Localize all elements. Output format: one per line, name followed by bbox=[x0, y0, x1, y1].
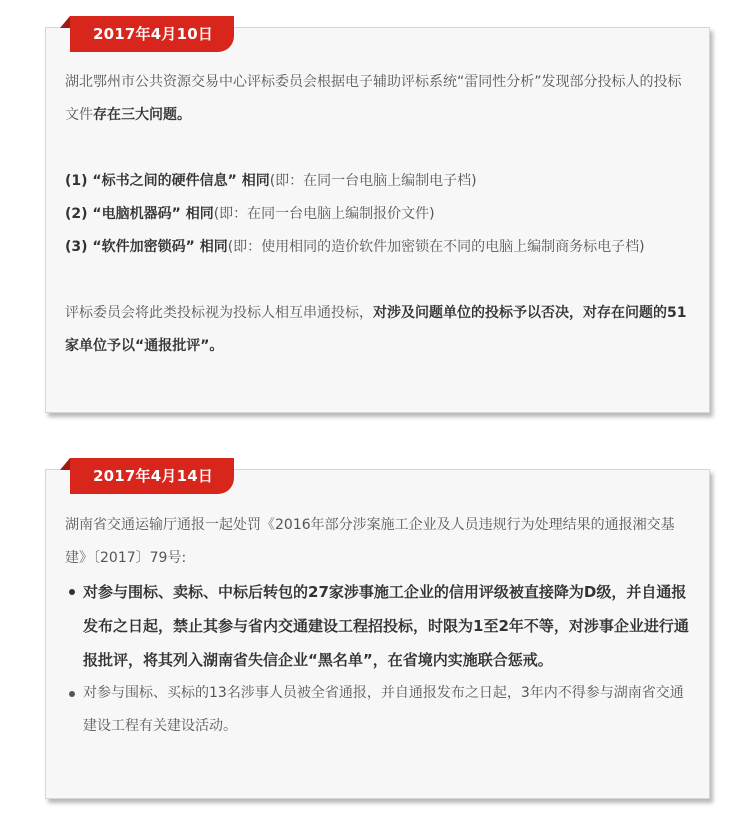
card-body bbox=[65, 66, 691, 363]
intro-bold-text: 存在三大问题。 bbox=[93, 107, 191, 123]
problem-item bbox=[65, 165, 691, 198]
bullet-icon bbox=[69, 589, 75, 595]
news-card-2 bbox=[45, 469, 710, 799]
problem-label: (3) “软件加密锁码” 相同 bbox=[65, 239, 228, 255]
problem-item bbox=[65, 198, 691, 231]
problem-label: (1) “标书之间的硬件信息” 相同 bbox=[65, 173, 270, 189]
problem-note: (即：在同一台电脑上编制电子档) bbox=[269, 173, 477, 189]
bullet-icon bbox=[69, 691, 75, 697]
problem-item bbox=[65, 231, 691, 264]
intro-paragraph bbox=[65, 66, 691, 132]
intro-text: 湖北鄂州市公共资源交易中心评标委员会根据电子辅助评标系统“雷同性分析”发现部分投标人的投标文件 bbox=[65, 74, 682, 123]
date-tag: 2017年4月14日 bbox=[70, 458, 234, 494]
card-body bbox=[65, 509, 691, 743]
conclusion-paragraph bbox=[65, 297, 691, 363]
intro-paragraph: 湖南省交通运输厅通报一起处罚《2016年部分涉案施工企业及人员违规行为处理结果的通报湘交基建》〔2017〕79号: bbox=[65, 517, 675, 566]
list-item bbox=[83, 677, 691, 743]
list-item-text: 对参与围标、买标的13名涉事人员被全省通报，并自通报发布之日起，3年内不得参与湖南省交通建设工程有关建设活动。 bbox=[83, 685, 684, 734]
penalty-list bbox=[65, 575, 691, 743]
problem-note: (即：使用相同的造价软件加密锁在不同的电脑上编制商务标电子档) bbox=[227, 239, 645, 255]
date-tag: 2017年4月10日 bbox=[70, 16, 234, 52]
conclusion-text: 评标委员会将此类投标视为投标人相互串通投标， bbox=[65, 305, 373, 321]
problem-label: (2) “电脑机器码” 相同 bbox=[65, 206, 214, 222]
list-item-text: 对参与围标、卖标、中标后转包的27家涉事施工企业的信用评级被直接降为D级，并自通报发布之日起，禁止其参与省内交通建设工程招投标，时限为1至2年不等，对涉事企业进行通报批评，将其列入湖南省失信企业“黑名单”，在省境内实施联合惩戒。 bbox=[83, 583, 689, 669]
list-item bbox=[83, 575, 691, 677]
problem-note: (即：在同一台电脑上编制报价文件) bbox=[213, 206, 435, 222]
conclusion-bold-text: 对涉及问题单位的投标予以否决，对存在问题的51家单位予以“通报批评”。 bbox=[65, 305, 687, 354]
news-card-1 bbox=[45, 27, 710, 413]
